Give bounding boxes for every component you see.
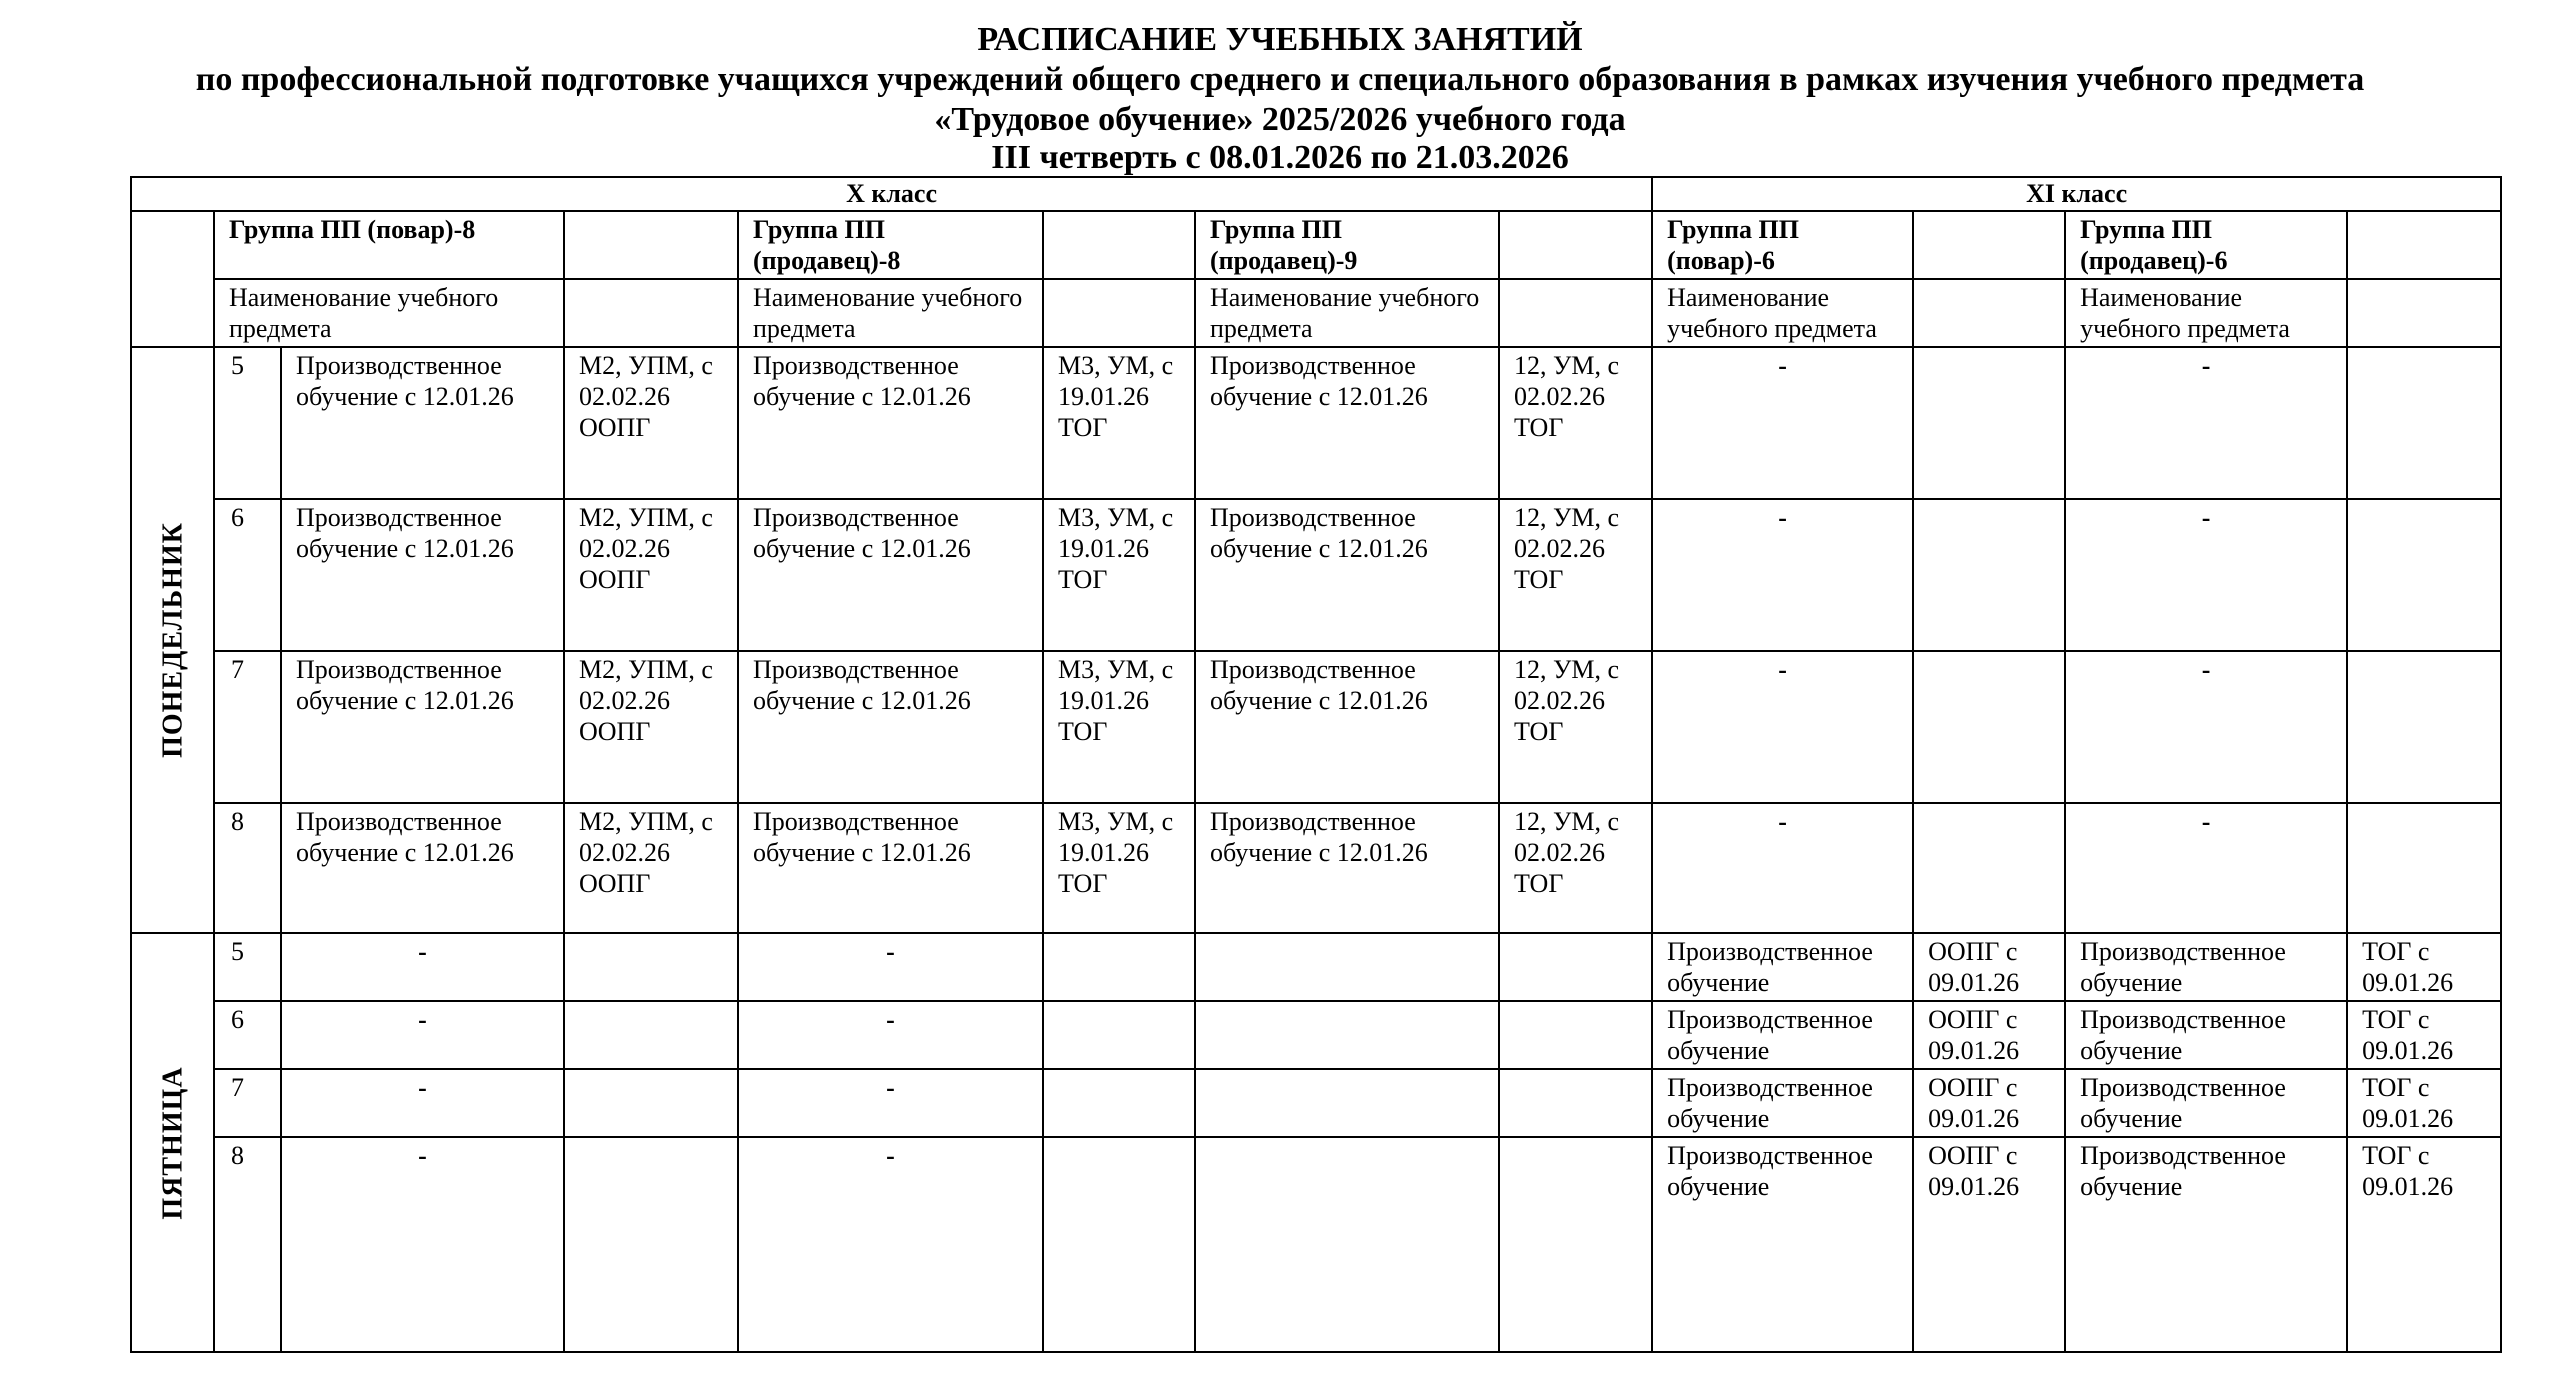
subject-header: Наименование учебного предмета xyxy=(1195,279,1499,347)
lesson-g5: - xyxy=(2065,499,2347,651)
lesson-g1: - xyxy=(281,1137,564,1352)
table-row xyxy=(131,1069,2501,1137)
lesson-g4-info: ООПГ с 09.01.26 xyxy=(1913,1069,2065,1137)
lesson-g4-info xyxy=(1913,651,2065,803)
corner-cell xyxy=(131,211,214,347)
lesson-g5: - xyxy=(2065,803,2347,933)
table-row xyxy=(131,1137,2501,1352)
lesson-g3-info xyxy=(1499,1069,1652,1137)
schedule-table xyxy=(130,176,2502,1353)
lesson-g2-info xyxy=(1043,933,1195,1001)
lesson-number: 6 xyxy=(214,1001,281,1069)
lesson-g4: - xyxy=(1652,651,1913,803)
lesson-g2: Производственное обучение с 12.01.26 xyxy=(738,347,1043,499)
lesson-g1: - xyxy=(281,933,564,1001)
lesson-g5-info xyxy=(2347,651,2501,803)
group-header-empty xyxy=(564,211,738,279)
lesson-g3 xyxy=(1195,1137,1499,1352)
lesson-g3-info: 12, УМ, с 02.02.26 ТОГ xyxy=(1499,803,1652,933)
lesson-g5-info xyxy=(2347,499,2501,651)
lesson-g1-info xyxy=(564,1001,738,1069)
lesson-g4: - xyxy=(1652,499,1913,651)
lesson-g3: Производственное обучение с 12.01.26 xyxy=(1195,803,1499,933)
group-header-g2: Группа ПП (продавец)-8 xyxy=(738,211,1043,279)
lesson-g2: Производственное обучение с 12.01.26 xyxy=(738,651,1043,803)
subject-header-empty xyxy=(1499,279,1652,347)
day-label-friday: ПЯТНИЦА xyxy=(157,1065,188,1220)
lesson-g3 xyxy=(1195,1001,1499,1069)
lesson-g1-info xyxy=(564,1137,738,1352)
lesson-g3 xyxy=(1195,933,1499,1001)
lesson-g5: Производственное обучение xyxy=(2065,1069,2347,1137)
lesson-g2-info xyxy=(1043,1001,1195,1069)
lesson-g1-info: М2, УПМ, с 02.02.26 ООПГ xyxy=(564,803,738,933)
lesson-g2-info xyxy=(1043,1069,1195,1137)
lesson-g3: Производственное обучение с 12.01.26 xyxy=(1195,347,1499,499)
table-row xyxy=(131,347,2501,499)
group-header-empty xyxy=(1499,211,1652,279)
lesson-g2: Производственное обучение с 12.01.26 xyxy=(738,803,1043,933)
lesson-g5: Производственное обучение xyxy=(2065,1001,2347,1069)
lesson-g1: Производственное обучение с 12.01.26 xyxy=(281,499,564,651)
group-header-g4: Группа ПП (повар)-6 xyxy=(1652,211,1913,279)
lesson-g5: - xyxy=(2065,651,2347,803)
lesson-number: 7 xyxy=(214,651,281,803)
lesson-g5: Производственное обучение xyxy=(2065,1137,2347,1352)
subject-header: Наименование учебного предмета xyxy=(738,279,1043,347)
group-header-empty xyxy=(1043,211,1195,279)
table-row xyxy=(131,499,2501,651)
lesson-g4: Производственное обучение xyxy=(1652,1001,1913,1069)
table-row xyxy=(131,651,2501,803)
lesson-g1-info: М2, УПМ, с 02.02.26 ООПГ xyxy=(564,499,738,651)
page-title: РАСПИСАНИЕ УЧЕБНЫХ ЗАНЯТИЙ xyxy=(977,21,1583,58)
lesson-g3-info xyxy=(1499,933,1652,1001)
lesson-g4-info xyxy=(1913,347,2065,499)
subject-header-empty xyxy=(564,279,738,347)
lesson-g4-info xyxy=(1913,803,2065,933)
lesson-g5-info: ТОГ с 09.01.26 xyxy=(2347,933,2501,1001)
lesson-g5-info: ТОГ с 09.01.26 xyxy=(2347,1069,2501,1137)
lesson-g1-info: М2, УПМ, с 02.02.26 ООПГ xyxy=(564,651,738,803)
lesson-g1-info xyxy=(564,1069,738,1137)
lesson-g5-info xyxy=(2347,347,2501,499)
class-xi-header: XI класс xyxy=(1652,177,2501,211)
lesson-g4: Производственное обучение xyxy=(1652,1069,1913,1137)
lesson-g2-info: М3, УМ, с 19.01.26 ТОГ xyxy=(1043,651,1195,803)
lesson-g5: Производственное обучение xyxy=(2065,933,2347,1001)
group-header-empty xyxy=(2347,211,2501,279)
lesson-g1: - xyxy=(281,1001,564,1069)
group-header-g5: Группа ПП (продавец)-6 xyxy=(2065,211,2347,279)
lesson-g4: Производственное обучение xyxy=(1652,1137,1913,1352)
lesson-number: 8 xyxy=(214,803,281,933)
group-header-g3: Группа ПП (продавец)-9 xyxy=(1195,211,1499,279)
lesson-g3-info: 12, УМ, с 02.02.26 ТОГ xyxy=(1499,651,1652,803)
lesson-g4-info: ООПГ с 09.01.26 xyxy=(1913,1001,2065,1069)
lesson-g3: Производственное обучение с 12.01.26 xyxy=(1195,499,1499,651)
lesson-g2: - xyxy=(738,1137,1043,1352)
lesson-number: 6 xyxy=(214,499,281,651)
lesson-g5-info: ТОГ с 09.01.26 xyxy=(2347,1137,2501,1352)
lesson-g4-info: ООПГ с 09.01.26 xyxy=(1913,933,2065,1001)
lesson-g1: Производственное обучение с 12.01.26 xyxy=(281,803,564,933)
lesson-g1: Производственное обучение с 12.01.26 xyxy=(281,651,564,803)
lesson-g2: Производственное обучение с 12.01.26 xyxy=(738,499,1043,651)
day-cell-friday xyxy=(131,933,214,1352)
lesson-g1: Производственное обучение с 12.01.26 xyxy=(281,347,564,499)
lesson-g4-info: ООПГ с 09.01.26 xyxy=(1913,1137,2065,1352)
page-subtitle: по профессиональной подготовке учащихся учреждений общего среднего и специального образования в рамках изучения учебного предмета «Трудовое обучение» 2025/2026 учебного года xyxy=(195,61,2365,138)
lesson-g1-info: М2, УПМ, с 02.02.26 ООПГ xyxy=(564,347,738,499)
group-header-g1: Группа ПП (повар)-8 xyxy=(214,211,564,279)
lesson-number: 8 xyxy=(214,1137,281,1352)
lesson-g3-info: 12, УМ, с 02.02.26 ТОГ xyxy=(1499,347,1652,499)
lesson-g3: Производственное обучение с 12.01.26 xyxy=(1195,651,1499,803)
lesson-g5-info: ТОГ с 09.01.26 xyxy=(2347,1001,2501,1069)
subject-header-empty xyxy=(2347,279,2501,347)
lesson-g1: - xyxy=(281,1069,564,1137)
subject-header: Наименование учебного предмета xyxy=(2065,279,2347,347)
day-label-monday: ПОНЕДЕЛЬНИК xyxy=(157,522,188,758)
lesson-g4-info xyxy=(1913,499,2065,651)
lesson-g2-info: М3, УМ, с 19.01.26 ТОГ xyxy=(1043,499,1195,651)
lesson-g3-info: 12, УМ, с 02.02.26 ТОГ xyxy=(1499,499,1652,651)
subject-header-empty xyxy=(1913,279,2065,347)
period-label: III четверть с 08.01.2026 по 21.03.2026 xyxy=(991,139,1569,176)
lesson-g4: Производственное обучение xyxy=(1652,933,1913,1001)
lesson-g2-info: М3, УМ, с 19.01.26 ТОГ xyxy=(1043,347,1195,499)
table-row xyxy=(131,1001,2501,1069)
subject-header-empty xyxy=(1043,279,1195,347)
subject-header: Наименование учебного предмета xyxy=(1652,279,1913,347)
lesson-g5-info xyxy=(2347,803,2501,933)
lesson-number: 5 xyxy=(214,933,281,1001)
group-header-empty xyxy=(1913,211,2065,279)
day-cell-monday xyxy=(131,347,214,933)
lesson-g4: - xyxy=(1652,803,1913,933)
table-row xyxy=(131,933,2501,1001)
table-row xyxy=(131,803,2501,933)
lesson-g5: - xyxy=(2065,347,2347,499)
lesson-g2: - xyxy=(738,933,1043,1001)
lesson-g2: - xyxy=(738,1069,1043,1137)
subject-header: Наименование учебного предмета xyxy=(214,279,564,347)
lesson-g3-info xyxy=(1499,1137,1652,1352)
lesson-number: 5 xyxy=(214,347,281,499)
lesson-g3 xyxy=(1195,1069,1499,1137)
lesson-g4: - xyxy=(1652,347,1913,499)
class-x-header: X класс xyxy=(131,177,1652,211)
lesson-g2: - xyxy=(738,1001,1043,1069)
lesson-g2-info xyxy=(1043,1137,1195,1352)
lesson-number: 7 xyxy=(214,1069,281,1137)
lesson-g2-info: М3, УМ, с 19.01.26 ТОГ xyxy=(1043,803,1195,933)
lesson-g3-info xyxy=(1499,1001,1652,1069)
lesson-g1-info xyxy=(564,933,738,1001)
